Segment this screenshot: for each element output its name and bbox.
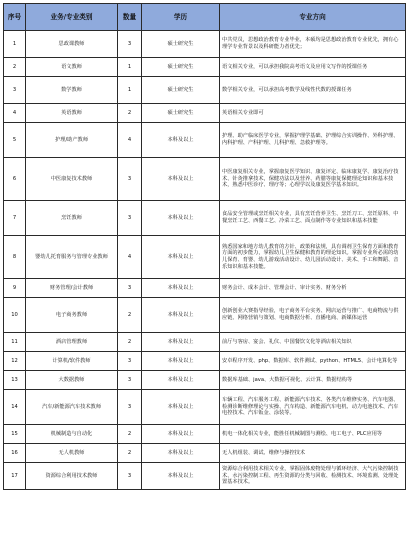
table-row xyxy=(4,463,406,490)
table-row xyxy=(4,333,406,352)
header-direction: 专业方向 xyxy=(220,4,406,31)
row-direction: 护理、助产临床医学专业，掌握护理学基础、护理综合实训操作、外科护理、内科护理、产科护理、儿科护理、急救护理等。 xyxy=(220,123,406,158)
row-degree: 本科及以上 xyxy=(142,444,220,463)
row-degree: 本科及以上 xyxy=(142,201,220,236)
row-count: 3 xyxy=(118,352,142,371)
row-count: 2 xyxy=(118,425,142,444)
row-count: 3 xyxy=(118,158,142,201)
table-row xyxy=(4,352,406,371)
row-no: 10 xyxy=(4,298,26,333)
row-category: 思政课教师 xyxy=(26,31,118,58)
row-no: 12 xyxy=(4,352,26,371)
row-category: 酒店管理教师 xyxy=(26,333,118,352)
table-row xyxy=(4,371,406,390)
row-no: 13 xyxy=(4,371,26,390)
row-no: 6 xyxy=(4,158,26,201)
table-row xyxy=(4,58,406,77)
row-category: 计算机/软件教师 xyxy=(26,352,118,371)
row-degree: 硕士研究生 xyxy=(142,31,220,58)
row-direction: 英语相关专业即可 xyxy=(220,104,406,123)
row-direction: 安卓程序开发、php、数据库、软件测试、python、HTML5、会计电算化等 xyxy=(220,352,406,371)
row-degree: 本科及以上 xyxy=(142,123,220,158)
row-direction: 语文相关专业，可以承担我院高考语文及应用文写作的授课任务 xyxy=(220,58,406,77)
row-degree: 本科及以上 xyxy=(142,463,220,490)
recruitment-table xyxy=(3,3,406,490)
row-no: 7 xyxy=(4,201,26,236)
row-count: 4 xyxy=(118,236,142,279)
row-count: 1 xyxy=(118,77,142,104)
row-count: 4 xyxy=(118,123,142,158)
header-degree: 学历 xyxy=(142,4,220,31)
row-count: 2 xyxy=(118,104,142,123)
row-count: 3 xyxy=(118,31,142,58)
row-degree: 本科及以上 xyxy=(142,333,220,352)
row-direction: 中共党员，思想政治教育专业毕业，本硕均是思想政治教育专业优先，拥有心理学专业背景以及科研能力者优先； xyxy=(220,31,406,58)
table-row xyxy=(4,201,406,236)
row-direction: 食品安全管理或烹饪相关专业，具有烹饪营养卫生、烹饪刀工、烹饪原料、中餐烹饪工艺、西餐工艺、冷菜工艺、面点制作等专业知识和基本技能 xyxy=(220,201,406,236)
row-degree: 本科及以上 xyxy=(142,279,220,298)
row-direction: 熟悉国家和地方幼儿教育的方针、政策和法规，具有调剂卫生保育方面和教育方面的初步能力，掌握幼儿卫生保健和教育的理论知识。掌握专业所必需的幼儿保育、育婴、幼儿游戏活动设计、幼儿园活动设计、美术、手工和舞蹈、音乐知识和基本技能。 xyxy=(220,236,406,279)
row-count: 3 xyxy=(118,463,142,490)
table-header-row xyxy=(4,4,406,31)
table-row xyxy=(4,77,406,104)
table-row xyxy=(4,158,406,201)
table-row xyxy=(4,425,406,444)
row-category: 中医康复技术教师 xyxy=(26,158,118,201)
row-direction: 车辆工程、汽车服务工程、新能源汽车技术、各类汽车维修实务、汽车电器、检测诊断维修理论与实操、汽车构造、新能源汽车电机、动力电池技术、汽车电控技术、汽车钣金、涂装等。 xyxy=(220,390,406,425)
row-count: 2 xyxy=(118,298,142,333)
row-direction: 无人机组装、调试、维修与操控技术 xyxy=(220,444,406,463)
row-no: 9 xyxy=(4,279,26,298)
recruitment-table-page xyxy=(3,3,405,551)
table-row xyxy=(4,279,406,298)
row-category: 资源综合利用技术教师 xyxy=(26,463,118,490)
row-no: 8 xyxy=(4,236,26,279)
row-no: 4 xyxy=(4,104,26,123)
row-category: 机械制造与自动化 xyxy=(26,425,118,444)
row-category: 语文教师 xyxy=(26,58,118,77)
row-direction: 数据库基础、java、大数据可视化、云计算、数据结构等 xyxy=(220,371,406,390)
table-row xyxy=(4,390,406,425)
row-direction: 资源综合利用技术相关专业，掌握固体废物处理与循环经济、大气污染控制技术、水污染控制工程、再生资源的分类与回收、检测技术、环境监测、处理处置基本技术。 xyxy=(220,463,406,490)
row-degree: 硕士研究生 xyxy=(142,104,220,123)
row-category: 汽车/新能源汽车技术教师 xyxy=(26,390,118,425)
row-degree: 本科及以上 xyxy=(142,158,220,201)
table-row xyxy=(4,123,406,158)
row-no: 11 xyxy=(4,333,26,352)
row-direction: 前厅与客房、宴会、礼仪、中国餐饮文化等酒店相关知识 xyxy=(220,333,406,352)
row-no: 16 xyxy=(4,444,26,463)
row-no: 3 xyxy=(4,77,26,104)
row-degree: 本科及以上 xyxy=(142,425,220,444)
row-no: 14 xyxy=(4,390,26,425)
row-degree: 本科及以上 xyxy=(142,298,220,333)
row-category: 英语教师 xyxy=(26,104,118,123)
header-count: 数量 xyxy=(118,4,142,31)
row-category: 财务管理/会计教师 xyxy=(26,279,118,298)
row-count: 3 xyxy=(118,371,142,390)
row-direction: 数学相关专业，可以承担高考数学及线性代数的授课任务 xyxy=(220,77,406,104)
row-count: 2 xyxy=(118,333,142,352)
row-degree: 本科及以上 xyxy=(142,371,220,390)
row-degree: 本科及以上 xyxy=(142,236,220,279)
row-direction: 机电一体化相关专业，能胜任机械制图与测绘、电工电子、PLC应用等 xyxy=(220,425,406,444)
row-no: 2 xyxy=(4,58,26,77)
row-count: 2 xyxy=(118,444,142,463)
row-category: 护理/助产教师 xyxy=(26,123,118,158)
row-category: 烹饪教师 xyxy=(26,201,118,236)
row-category: 婴幼儿托育服务与管理专业教师 xyxy=(26,236,118,279)
row-degree: 本科及以上 xyxy=(142,390,220,425)
header-no: 序号 xyxy=(4,4,26,31)
table-row xyxy=(4,104,406,123)
row-no: 15 xyxy=(4,425,26,444)
row-no: 5 xyxy=(4,123,26,158)
table-row xyxy=(4,298,406,333)
row-degree: 硕士研究生 xyxy=(142,77,220,104)
row-count: 3 xyxy=(118,279,142,298)
row-category: 大数据教师 xyxy=(26,371,118,390)
row-direction: 创新创业大赛指导经验，电子商务平台实务、网店运营与推广、电商物流与供应链、网络营销与策划、电商数据分析、直播电商、新媒体运营 xyxy=(220,298,406,333)
table-row xyxy=(4,444,406,463)
row-category: 数学教师 xyxy=(26,77,118,104)
row-direction: 中医康复相关专业，掌握康复医学知识、康复评定、临床康复学、康复治疗技术、针灸推拿技术，保健功法以及营养、药膳等康复保健理论知识和基本技术，熟悉中医诊疗、理疗等；心理学以及康复医学基本知识。 xyxy=(220,158,406,201)
row-no: 17 xyxy=(4,463,26,490)
row-count: 3 xyxy=(118,201,142,236)
row-count: 1 xyxy=(118,58,142,77)
row-degree: 本科及以上 xyxy=(142,352,220,371)
row-direction: 财务会计、成本会计、管理会计、审计实务、财务分析 xyxy=(220,279,406,298)
table-row xyxy=(4,31,406,58)
row-no: 1 xyxy=(4,31,26,58)
table-row xyxy=(4,236,406,279)
row-category: 电子商务教师 xyxy=(26,298,118,333)
header-category: 业务/专业类别 xyxy=(26,4,118,31)
row-degree: 硕士研究生 xyxy=(142,58,220,77)
row-count: 3 xyxy=(118,390,142,425)
row-category: 无人机教师 xyxy=(26,444,118,463)
